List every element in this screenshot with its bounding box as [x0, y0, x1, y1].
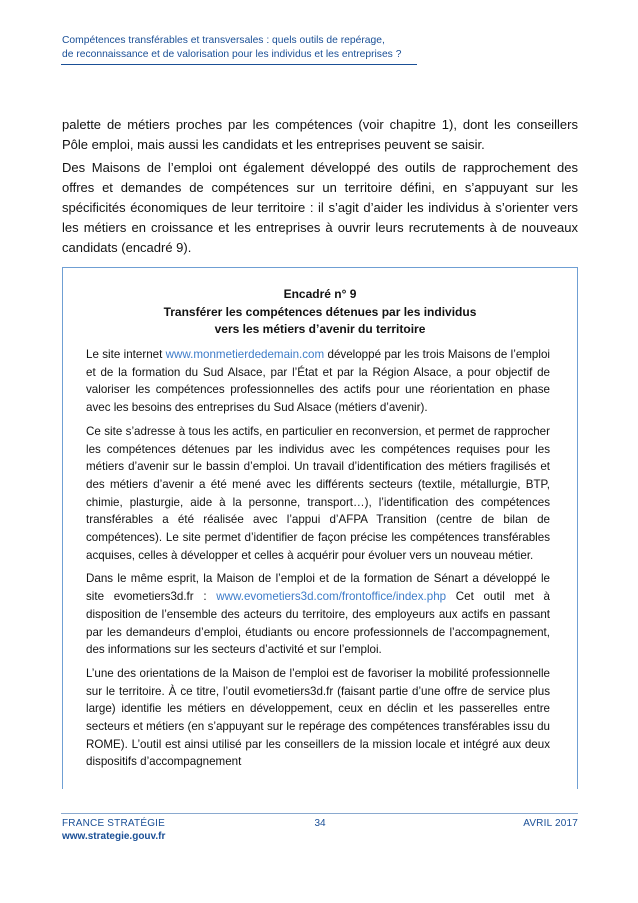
- box-title-line-2: vers les métiers d’avenir du territoire: [214, 322, 426, 336]
- encadre-box: [62, 267, 578, 789]
- header-rule: [61, 64, 417, 65]
- box-heading: [63, 286, 577, 339]
- box-title-line-1: Transférer les compétences détenues par les individus: [163, 304, 477, 319]
- box-paragraph-3: [86, 570, 550, 659]
- monmetierdedemain-link[interactable]: www.monmetierdedemain.com: [165, 348, 325, 361]
- evometiers3d-link[interactable]: www.evometiers3d.com/frontoffice/index.php: [216, 590, 447, 604]
- box-label: Encadré n° 9: [283, 287, 357, 301]
- box-p3-text-b: Cet outil met à disposition de l’ensemble des acteurs du territoire, des employeurs aux actifs en passant par les demandeurs d’emploi, étudiants ou encore professionnels de l’accompagnement, des informations sur les secteurs d’activité et sur l’emploi.: [86, 590, 550, 657]
- footer-org: FRANCE STRATÉGIE: [62, 818, 166, 829]
- box-p3-text-a: Dans le même esprit, la Maison de l’emploi et de la formation de Sénart a développé le site evometiers3d.fr :: [86, 572, 550, 604]
- box-p1-text-b: développé par les trois Maisons de l’emploi et de la formation du Sud Alsace, par l’État et par la Région Alsace, a pour objectif de valoriser les compétences professionnelles des actifs pour une réorientation en phase avec les besoins des entreprises du Sud Alsace (métiers d’avenir).: [86, 348, 550, 415]
- box-content: [86, 346, 550, 777]
- box-p1-text-a: Le site internet: [86, 348, 166, 361]
- page-number: 34: [314, 818, 326, 829]
- header-line-2: de reconnaissance et de valorisation pour les individus et les entreprises ?: [62, 48, 402, 60]
- header-line-1: Compétences transférables et transversales : quels outils de repérage,: [62, 35, 385, 46]
- footer-date: AVRIL 2017: [523, 818, 578, 829]
- box-paragraph-4: L’une des orientations de la Maison de l’emploi est de favoriser la mobilité professionnelle sur le territoire. À ce titre, l’outil evometiers3d.fr (faisant partie d’une offre de service plus large) identifie les métiers en développement, ceux en déclin et les passerelles entre secteurs et métiers (en s’appuyant sur le repérage des compétences transférables issu du ROME). L’outil est ainsi utilisé par les conseillers de la mission locale et intégré aux deux dispositifs d’accompagnement: [86, 666, 550, 769]
- box-paragraph-2: Ce site s’adresse à tous les actifs, en particulier en reconversion, et permet de rapprocher les compétences détenues par les individus avec les compétences requises pour les métiers d’avenir sur le bassin d’emploi. Un travail d’identification des métiers fragilisés et des métiers d’avenir a été mené avec les différents secteurs (textile, métallurgie, BTP, chimie, plasturgie, aide à la personne, transport…), l’identification des compétences transférables a été réalisée avec l’appui d’AFPA Transition (centre de bilan de compétences). Le site permet d’identifier de façon précise les compétences transférables acquises, celles à développer et celles à acquérir pour évoluer vers un nouveau métier.: [86, 424, 550, 562]
- body-paragraph-2: Des Maisons de l’emploi ont également développé des outils de rapprochement des offres et demandes de compétences sur un territoire défini, en s’appuyant sur les spécificités économiques de leur territoire : il s’agit d’aider les individus à s’orienter vers les métiers en croissance et les entreprises à ouvrir leurs recrutements à de nouveaux candidats (encadré 9).: [62, 160, 578, 255]
- footer-url-link[interactable]: www.strategie.gouv.fr: [62, 831, 166, 842]
- footer-rule: [61, 813, 578, 814]
- box-paragraph-1: [86, 346, 550, 417]
- body-paragraph-1: palette de métiers proches par les compétences (voir chapitre 1), dont les conseillers Pôle emploi, mais aussi les candidats et les entreprises peuvent se saisir.: [62, 117, 578, 152]
- running-header: [62, 34, 422, 61]
